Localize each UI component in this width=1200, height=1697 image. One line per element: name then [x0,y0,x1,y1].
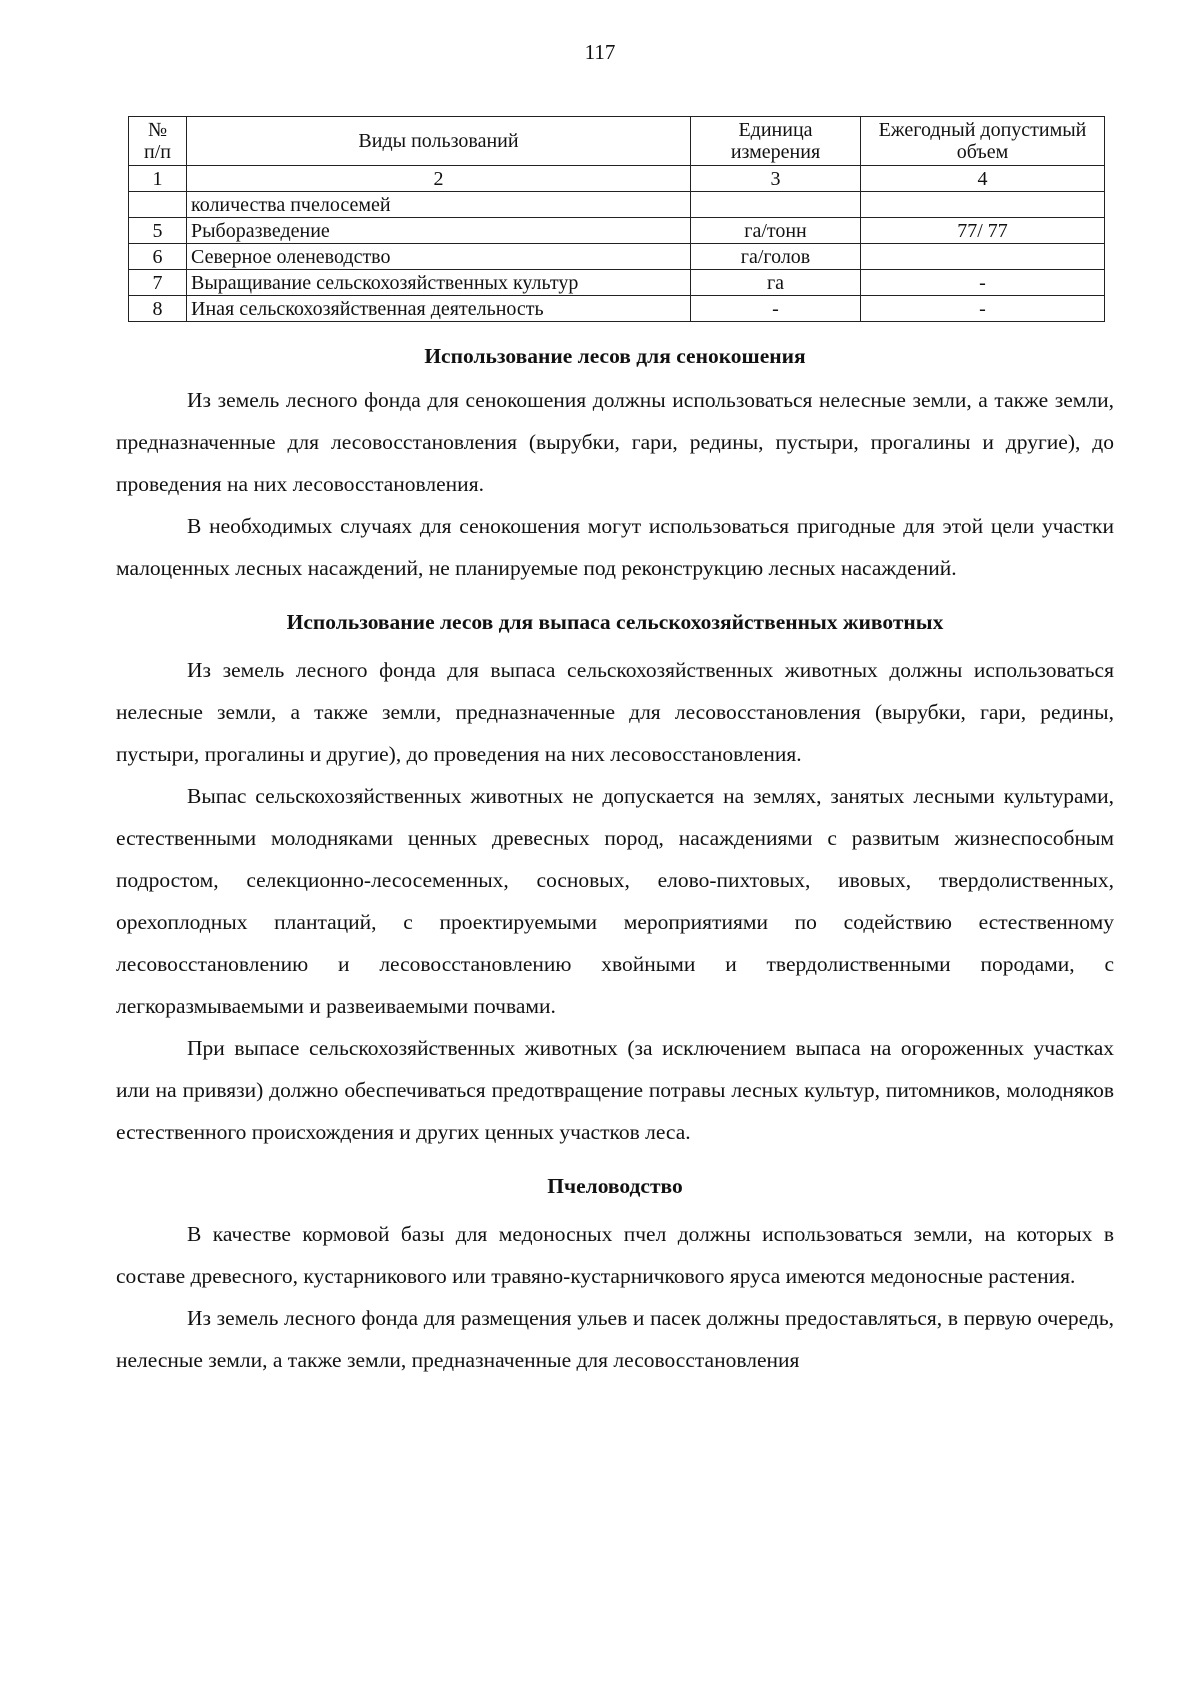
table-cell: - [861,270,1105,296]
table-cell: 3 [691,166,861,192]
header-annual-volume: Ежегодный допустимый объем [861,117,1105,166]
table-index-row [129,166,1105,192]
table-cell: 6 [129,244,187,270]
document-body [116,335,1114,1381]
table-header-row [129,117,1105,166]
table-cell: Северное оленеводство [187,244,691,270]
table-cell: 1 [129,166,187,192]
paragraph: Из земель лесного фонда для выпаса сельскохозяйственных животных должны использоваться нелесные земли, а также земли, предназначенные для лесовосстановления (вырубки, гари, редины, пустыри, прогалины и другие), до проведения на них лесовосстановления. [116,658,1114,766]
paragraph: При выпасе сельскохозяйственных животных (за исключением выпаса на огороженных участках или на привязи) должно обеспечиваться предотвращение потравы лесных культур, питомников, молодняков естественного происхождения и других ценных участков леса. [116,1036,1114,1144]
table-cell [861,192,1105,218]
paragraph: В необходимых случаях для сенокошения могут использоваться пригодные для этой цели участки малоценных лесных насаждений, не планируемые под реконструкцию лесных насаждений. [116,514,1114,580]
paragraph: Из земель лесного фонда для сенокошения должны использоваться нелесные земли, а также земли, предназначенные для лесовосстановления (вырубки, гари, редины, пустыри, прогалины и другие), до проведения на них лесовосстановления. [116,388,1114,496]
table-row [129,296,1105,322]
table-cell: 5 [129,218,187,244]
table-cell [129,192,187,218]
paragraph: Выпас сельскохозяйственных животных не допускается на землях, занятых лесными культурами, естественными молодняками ценных древесных пород, насаждениями с развитым жизнеспособным подростом, селекционно-лесосеменных, сосновых, елово-пихтовых, ивовых, твердолиственных, орехоплодных плантаций, с проектируемыми мероприятиями по содействию естественному лесовосстановлению и лесовосстановлению хвойными и твердолиственными породами, с легкоразмываемыми и развеиваемыми почвами. [116,784,1114,1018]
usage-table [128,116,1105,322]
header-unit: Единица измерения [691,117,861,166]
table-cell: 77/ 77 [861,218,1105,244]
section-title-haymaking: Использование лесов для сенокошения [424,344,806,368]
header-usage-type: Виды пользований [187,117,691,166]
section-title-grazing: Использование лесов для выпаса сельскохозяйственных животных [286,610,944,634]
table-cell: Иная сельскохозяйственная деятельность [187,296,691,322]
table-cell: Выращивание сельскохозяйственных культур [187,270,691,296]
header-number [129,117,187,166]
page-number: 117 [584,40,616,64]
table-row [129,218,1105,244]
table-cell [861,244,1105,270]
table-row [129,244,1105,270]
table-cell: Рыборазведение [187,218,691,244]
table-row [129,270,1105,296]
header-number-label: № п/п [144,119,171,163]
table-cell: 4 [861,166,1105,192]
table-cell: - [861,296,1105,322]
table-cell: 8 [129,296,187,322]
paragraph: Из земель лесного фонда для размещения ульев и пасек должны предоставляться, в первую очередь, нелесные земли, а также земли, предназначенные для лесовосстановления [116,1306,1114,1372]
table-cell [691,192,861,218]
table-cell: га/голов [691,244,861,270]
table-row [129,192,1105,218]
table-cell: га/тонн [691,218,861,244]
paragraph: В качестве кормовой базы для медоносных пчел должны использоваться земли, на которых в составе древесного, кустарникового или травяно-кустарничкового яруса имеются медоносные растения. [116,1222,1114,1288]
table-cell: га [691,270,861,296]
section-title-beekeeping: Пчеловодство [547,1174,683,1198]
table-cell: 7 [129,270,187,296]
table-cell: 2 [187,166,691,192]
table-cell: - [691,296,861,322]
table-cell: количества пчелосемей [187,192,691,218]
